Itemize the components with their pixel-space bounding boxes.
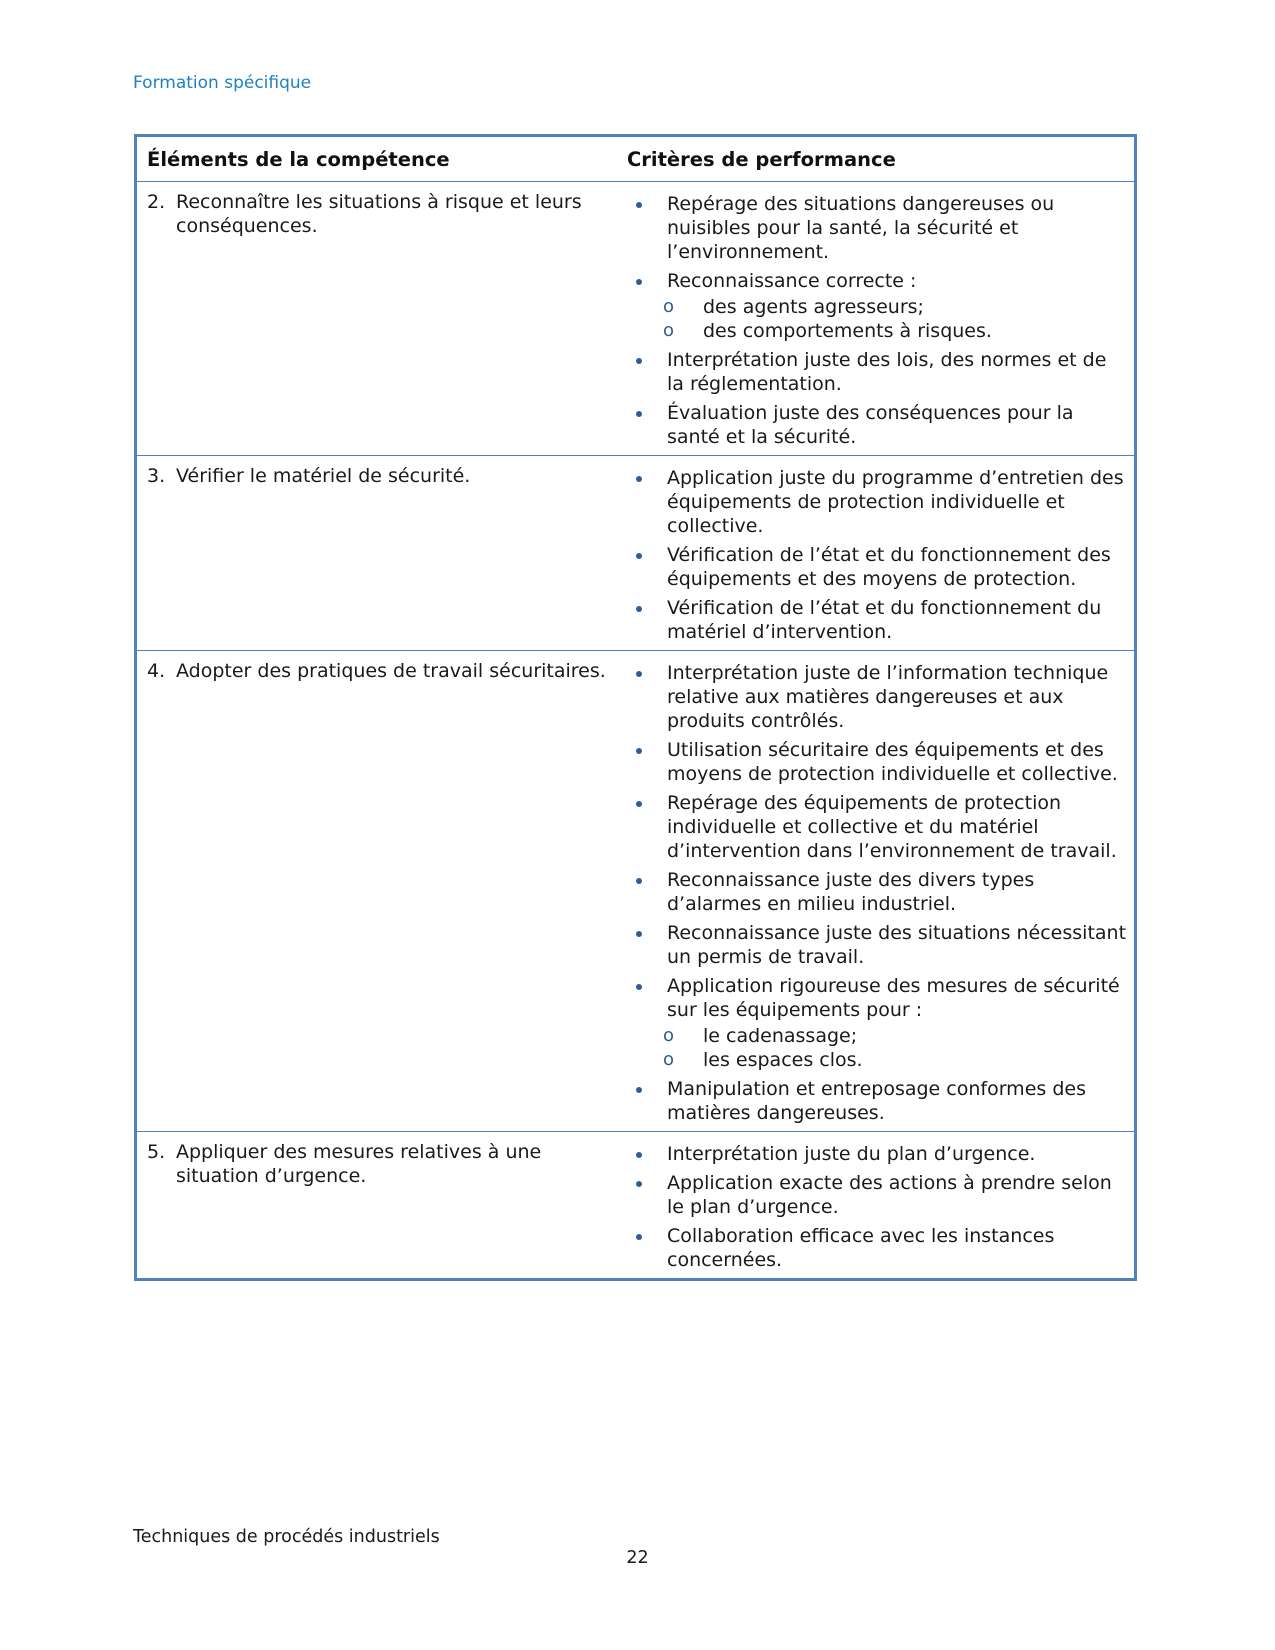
bullet-icon <box>627 791 667 863</box>
bullet-icon <box>627 661 667 733</box>
criteria-item <box>627 466 1128 538</box>
criteria-text: Manipulation et entreposage conformes des matières dangereuses. <box>667 1078 1086 1124</box>
element-text: Vérifier le matériel de sécurité. <box>176 465 471 487</box>
criteria-item-body <box>667 791 1128 863</box>
bullet-icon <box>627 401 667 449</box>
bullet-icon <box>627 974 667 1072</box>
criteria-item <box>627 738 1128 786</box>
circle-bullet-icon: o <box>663 1025 675 1046</box>
running-header: Formation spécifique <box>133 73 312 93</box>
criteria-text: Évaluation juste des conséquences pour la santé et la sécurité. <box>667 402 1074 448</box>
criteria-text: Interprétation juste des lois, des normes et de la réglementation. <box>667 349 1107 395</box>
criteria-item <box>627 1077 1128 1125</box>
criteria-cell <box>627 659 1134 1125</box>
element-number: 2. <box>147 191 166 213</box>
criteria-item <box>627 596 1128 644</box>
sub-criteria-list <box>627 295 1128 343</box>
criteria-text: Repérage des équipements de protection individuelle et collective et du matériel d’intervention dans l’environnement de travail. <box>667 792 1117 862</box>
criteria-item-body <box>663 974 1128 1072</box>
criteria-text: Vérification de l’état et du fonctionnement du matériel d’intervention. <box>667 597 1102 643</box>
criteria-text: Application juste du programme d’entretien des équipements de protection individuelle et collective. <box>667 467 1124 537</box>
criteria-item <box>627 1171 1128 1219</box>
sub-criteria-text: le cadenassage; <box>703 1025 858 1047</box>
criteria-text: Application exacte des actions à prendre selon le plan d’urgence. <box>667 1172 1112 1218</box>
column-header-criteria: Critères de performance <box>627 147 896 171</box>
bullet-icon <box>627 921 667 969</box>
criteria-text: Collaboration efficace avec les instances concernées. <box>667 1225 1055 1271</box>
element-cell <box>137 659 627 1125</box>
sub-criteria-item <box>627 1024 1128 1048</box>
criteria-item-body <box>667 1171 1128 1219</box>
sub-criteria-item <box>627 295 1128 319</box>
criteria-item-body <box>667 1224 1128 1272</box>
page-number: 22 <box>626 1548 649 1568</box>
criteria-item <box>627 543 1128 591</box>
criteria-list <box>627 192 1128 449</box>
criteria-item-body <box>667 348 1128 396</box>
criteria-item-body <box>667 921 1128 969</box>
criteria-item <box>627 974 1128 1072</box>
criteria-text: Repérage des situations dangereuses ou nuisibles pour la santé, la sécurité et l’environnement. <box>667 193 1055 263</box>
criteria-item-body <box>667 1077 1128 1125</box>
competence-element <box>147 659 627 683</box>
element-number: 3. <box>147 465 166 487</box>
table-row <box>137 650 1134 1131</box>
criteria-text: Reconnaissance correcte : <box>667 270 917 292</box>
element-number: 5. <box>147 1141 166 1163</box>
criteria-cell <box>627 190 1134 449</box>
criteria-item <box>627 192 1128 264</box>
element-cell <box>137 190 627 449</box>
bullet-icon <box>627 1224 667 1272</box>
element-cell <box>137 464 627 644</box>
sub-criteria-list <box>627 1024 1128 1072</box>
criteria-item <box>627 791 1128 863</box>
criteria-item-body <box>663 269 1128 343</box>
footer-program-title: Techniques de procédés industriels <box>133 1527 440 1547</box>
bullet-icon <box>627 348 667 396</box>
bullet-icon <box>627 543 667 591</box>
criteria-item <box>627 868 1128 916</box>
competence-table <box>134 134 1137 1281</box>
bullet-icon <box>627 1077 667 1125</box>
criteria-list <box>627 661 1128 1125</box>
bullet-icon <box>627 192 667 264</box>
bullet-icon <box>627 738 667 786</box>
criteria-list <box>627 466 1128 644</box>
criteria-list <box>627 1142 1128 1272</box>
bullet-icon <box>627 269 667 343</box>
table-row <box>137 181 1134 455</box>
criteria-text: Reconnaissance juste des situations nécessitant un permis de travail. <box>667 922 1127 968</box>
element-cell <box>137 1140 627 1272</box>
element-number: 4. <box>147 660 166 682</box>
criteria-text: Application rigoureuse des mesures de sécurité sur les équipements pour : <box>667 975 1120 1021</box>
criteria-item <box>627 269 1128 343</box>
competence-element <box>147 190 627 238</box>
column-header-elements: Éléments de la compétence <box>147 147 450 171</box>
bullet-icon <box>627 1142 667 1166</box>
criteria-item-body <box>667 596 1128 644</box>
sub-criteria-text: des comportements à risques. <box>703 320 992 342</box>
table-body <box>137 181 1134 1278</box>
sub-criteria-text: les espaces clos. <box>703 1049 863 1071</box>
sub-criteria-text: des agents agresseurs; <box>703 296 924 318</box>
table-header-row <box>137 137 1134 181</box>
bullet-icon <box>627 1171 667 1219</box>
criteria-text: Interprétation juste de l’information technique relative aux matières dangereuses et aux produits contrôlés. <box>667 662 1109 732</box>
criteria-cell <box>627 1140 1134 1272</box>
circle-bullet-icon: o <box>663 320 675 341</box>
criteria-item-body <box>667 192 1128 264</box>
sub-criteria-item <box>627 1048 1128 1072</box>
circle-bullet-icon: o <box>663 1049 675 1070</box>
criteria-item <box>627 661 1128 733</box>
criteria-item <box>627 401 1128 449</box>
circle-bullet-icon: o <box>663 296 675 317</box>
table-row <box>137 1131 1134 1278</box>
criteria-text: Vérification de l’état et du fonctionnement des équipements et des moyens de protection. <box>667 544 1111 590</box>
criteria-text: Utilisation sécuritaire des équipements et des moyens de protection individuelle et collective. <box>667 739 1118 785</box>
criteria-item-body <box>667 543 1128 591</box>
bullet-icon <box>627 466 667 538</box>
criteria-item-body <box>667 661 1128 733</box>
criteria-item <box>627 1142 1128 1166</box>
criteria-cell <box>627 464 1134 644</box>
competence-element <box>147 1140 627 1188</box>
criteria-item <box>627 1224 1128 1272</box>
criteria-item-body <box>667 401 1128 449</box>
criteria-item <box>627 921 1128 969</box>
element-text: Appliquer des mesures relatives à une situation d’urgence. <box>176 1141 542 1187</box>
competence-element <box>147 464 627 488</box>
table-row <box>137 455 1134 650</box>
element-text: Adopter des pratiques de travail sécuritaires. <box>176 660 606 682</box>
sub-criteria-item <box>627 319 1128 343</box>
criteria-text: Interprétation juste du plan d’urgence. <box>667 1143 1036 1165</box>
criteria-item-body <box>667 1142 1128 1166</box>
bullet-icon <box>627 868 667 916</box>
bullet-icon <box>627 596 667 644</box>
criteria-text: Reconnaissance juste des divers types d’alarmes en milieu industriel. <box>667 869 1035 915</box>
criteria-item-body <box>667 466 1128 538</box>
criteria-item <box>627 348 1128 396</box>
criteria-item-body <box>667 868 1128 916</box>
criteria-item-body <box>667 738 1128 786</box>
element-text: Reconnaître les situations à risque et leurs conséquences. <box>176 191 582 237</box>
